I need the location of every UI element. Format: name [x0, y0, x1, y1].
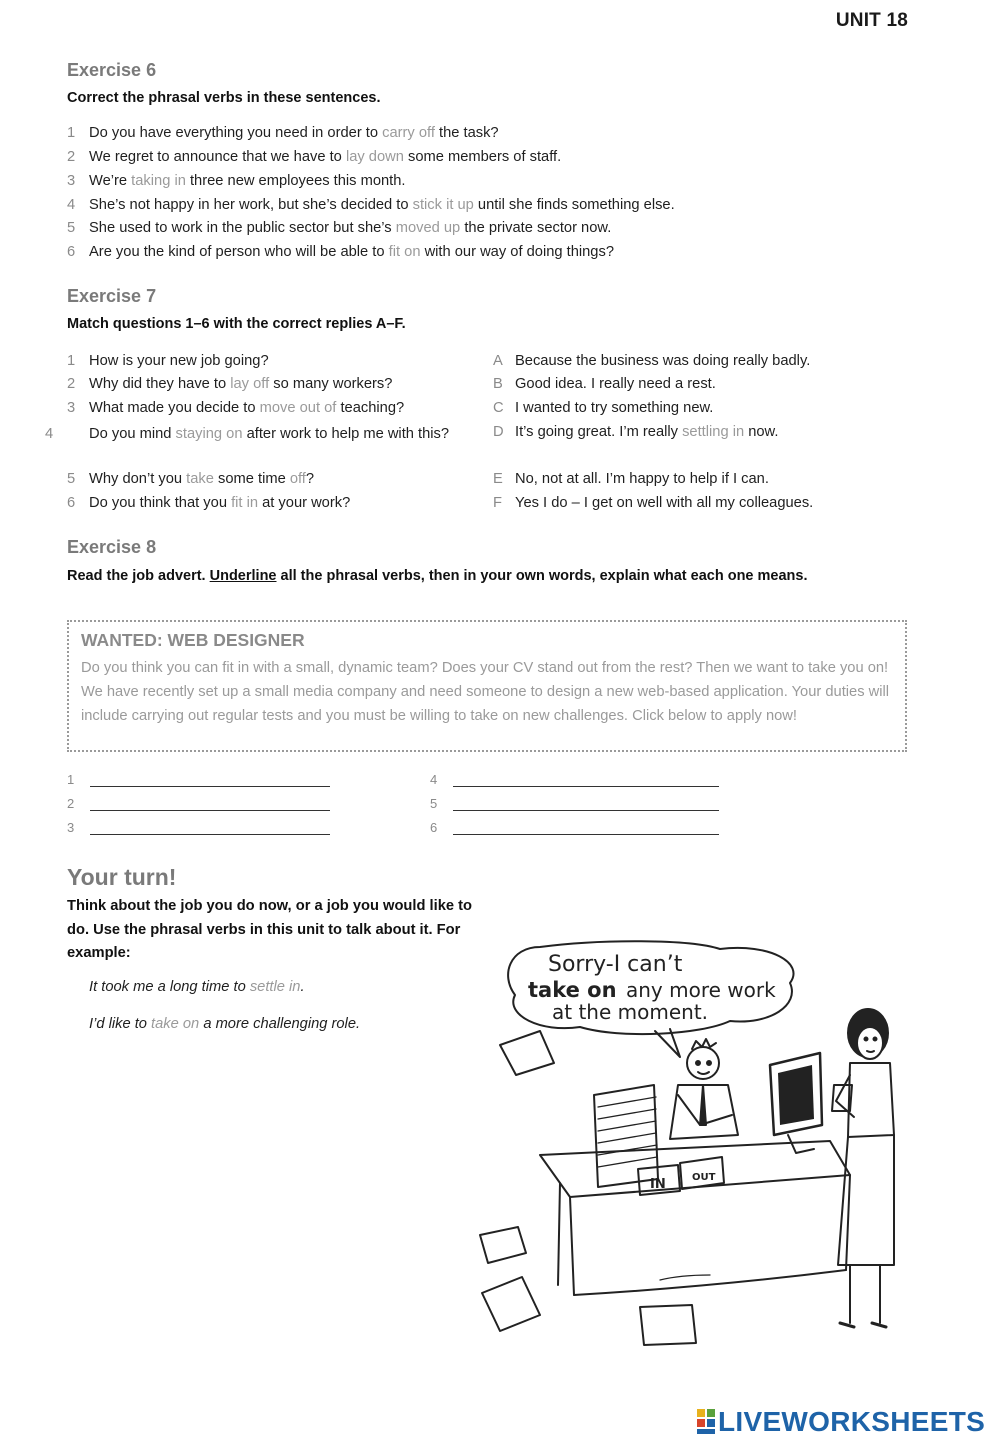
- answer-number: 2: [67, 796, 75, 811]
- answer-line[interactable]: [90, 810, 330, 811]
- ex7-reply: D It’s going great. I’m really settling in now.: [493, 424, 779, 440]
- ex7-question: 6 Do you think that you fit in at your work?: [67, 495, 351, 511]
- exercise-7-instruction: Match questions 1–6 with the correct replies A–F.: [67, 316, 406, 332]
- ex6-item: 4 She’s not happy in her work, but she’s decided to stick it up until she finds something else.: [67, 197, 675, 213]
- ex7-reply: B Good idea. I really need a rest.: [493, 376, 716, 392]
- loose-paper: [640, 1305, 696, 1345]
- answer-number: 6: [430, 820, 438, 835]
- ex7-reply: E No, not at all. I’m happy to help if I can.: [493, 471, 769, 487]
- in-tray-label: IN: [650, 1177, 666, 1192]
- example-sentence: It took me a long time to settle in.: [89, 979, 305, 995]
- answer-line[interactable]: [90, 786, 330, 787]
- ex7-question: 1 How is your new job going?: [67, 353, 269, 369]
- answer-line[interactable]: [453, 786, 719, 787]
- answer-line[interactable]: [453, 834, 719, 835]
- ex7-reply: F Yes I do – I get on well with all my colleagues.: [493, 495, 814, 511]
- speech-line-2: any more work: [626, 978, 776, 1002]
- ex6-item: 2 We regret to announce that we have to lay down some members of staff.: [67, 149, 562, 165]
- speech-line-3: at the moment.: [552, 1000, 709, 1024]
- out-tray-label: OUT: [692, 1172, 716, 1183]
- ex6-item: 5 She used to work in the public sector but she’s moved up the private sector now.: [67, 220, 612, 236]
- your-turn-title: Your turn!: [67, 864, 177, 890]
- ex6-item: 1 Do you have everything you need in order to carry off the task?: [67, 125, 499, 141]
- ex7-question: 2 Why did they have to lay off so many workers?: [67, 376, 393, 392]
- ex7-question: 5 Why don’t you take some time off?: [67, 471, 315, 487]
- woman-body: [848, 1063, 894, 1137]
- your-turn-instruction: Think about the job you do now, or a job you would like to do. Use the phrasal verbs in this unit to talk about it. For example:: [67, 898, 472, 961]
- desk: [540, 1141, 850, 1197]
- answer-line[interactable]: [453, 810, 719, 811]
- example-sentence: I’d like to take on a more challenging role.: [89, 1016, 361, 1032]
- advert-body: Do you think you can fit in with a small, dynamic team? Does your CV stand out from the rest? Then we want to take you on! We have recently set up a small media company and need someone to design a new web-based application. Your duties will include carrying out regular tests and you must be willing to take on new challenges. Click below to apply now!: [81, 660, 890, 724]
- ex6-item: 3 We’re taking in three new employees this month.: [67, 173, 406, 189]
- answer-line[interactable]: [90, 834, 330, 835]
- job-advert-box: [67, 620, 907, 752]
- answer-number: 3: [67, 820, 75, 835]
- exercise-8-title: Exercise 8: [67, 537, 157, 557]
- paper-stack: [594, 1085, 658, 1187]
- liveworksheets-logo[interactable]: LIVEWORKSHEETS: [718, 1406, 986, 1437]
- loose-paper: [480, 1227, 526, 1263]
- unit-label: UNIT 18: [835, 10, 908, 31]
- advert-title: WANTED: WEB DESIGNER: [81, 630, 305, 650]
- answer-number: 1: [67, 772, 75, 787]
- office-cartoon-illustration: [470, 935, 910, 1355]
- exercise-6-instruction: Correct the phrasal verbs in these sentences.: [67, 90, 381, 106]
- loose-paper: [482, 1277, 540, 1331]
- speech-bold-phrase: take on: [528, 978, 617, 1002]
- ex7-question: 3 What made you decide to move out of teaching?: [67, 400, 405, 416]
- ex7-question: 4 Do you mind staying on after work to help me with this?: [45, 426, 450, 442]
- answer-number: 4: [430, 772, 438, 787]
- exercise-7-title: Exercise 7: [67, 286, 157, 306]
- speech-line-1: Sorry-I can’t: [548, 952, 683, 977]
- ex7-reply: A Because the business was doing really badly.: [493, 353, 811, 369]
- answer-number: 5: [430, 796, 438, 811]
- ex6-item: 6 Are you the kind of person who will be able to fit on with our way of doing things?: [67, 244, 614, 260]
- ex7-reply: C I wanted to try something new.: [493, 400, 714, 416]
- liveworksheets-logo-icon: [697, 1409, 717, 1435]
- exercise-8-instruction: Read the job advert. Underline all the phrasal verbs, then in your own words, explain what each one means.: [67, 568, 808, 584]
- loose-paper: [500, 1031, 554, 1075]
- exercise-6-title: Exercise 6: [67, 60, 157, 80]
